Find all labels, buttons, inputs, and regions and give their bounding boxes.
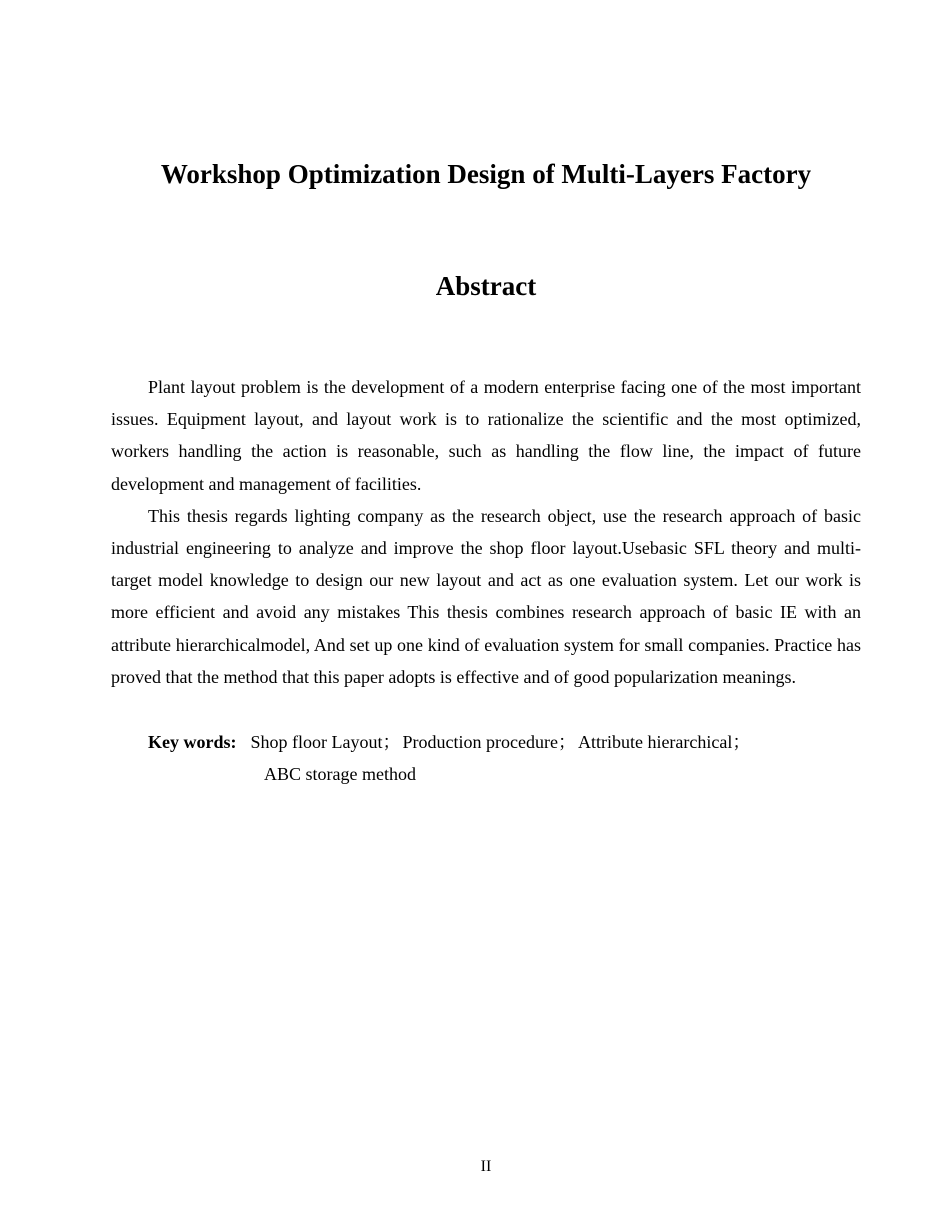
document-title: Workshop Optimization Design of Multi-Layers Factory: [160, 159, 812, 189]
keyword-item: Shop floor Layout: [250, 732, 383, 752]
abstract-heading: Abstract: [435, 271, 537, 301]
keyword-item: Production procedure: [402, 732, 558, 752]
page-number: II: [480, 1158, 492, 1175]
keywords-line-1: [148, 726, 861, 758]
keywords-line-2: [148, 758, 861, 790]
keyword-separator: ；: [732, 732, 751, 752]
abstract-paragraph-1: Plant layout problem is the development of a modern enterprise facing one of the most important issues. Equipment layout, and layout work is to rationalize the scientific and the most optimized, workers handling the action is reasonable, such as handling the flow line, the impact of future development and management of facilities.: [111, 377, 861, 494]
keyword-separator: ；: [382, 732, 401, 752]
keyword-separator: ；: [557, 732, 576, 752]
keyword-item: Attribute hierarchical: [577, 732, 733, 752]
keyword-item: ABC storage method: [264, 764, 416, 785]
abstract-body: [111, 371, 861, 693]
keywords-section: [148, 726, 861, 790]
abstract-paragraph-2: This thesis regards lighting company as the research object, use the research approach of basic industrial engineering to analyze and improve the shop floor layout.Usebasic SFL theory and multi-target model knowledge to design our new layout and act as one evaluation system. Let our work is more efficient and avoid any mistakes This thesis combines research approach of basic IE with an attribute hierarchicalmodel, And set up one kind of evaluation system for small companies. Practice has proved that the method that this paper adopts is effective and of good popularization meanings.: [111, 505, 861, 687]
keywords-label: Key words:: [148, 732, 237, 752]
